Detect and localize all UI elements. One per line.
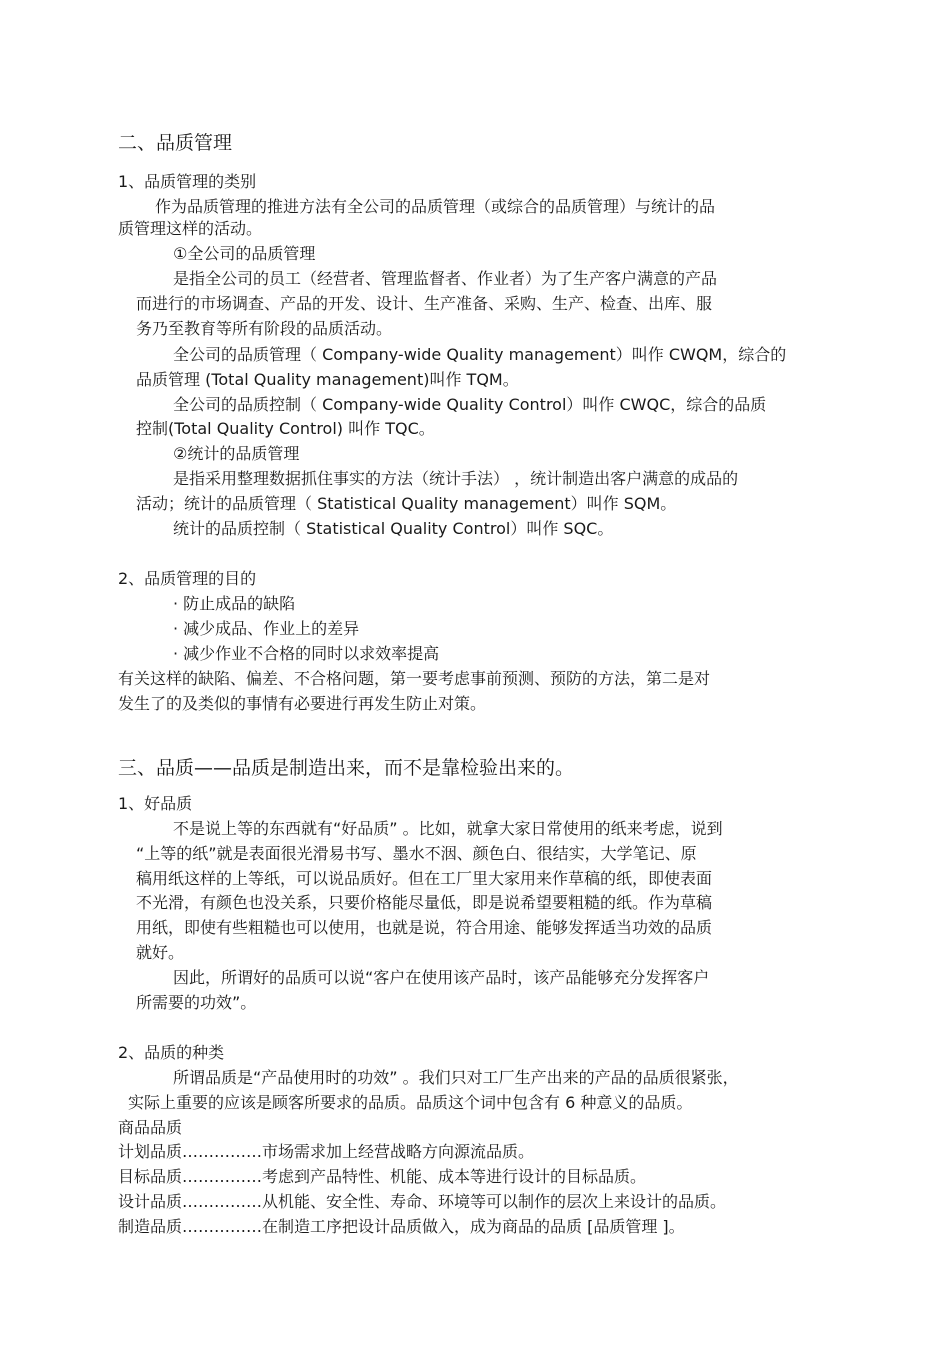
paragraph-line: 实际上重要的应该是顾客所要求的品质。品质这个词中包含有 6 种意义的品质。 <box>128 1093 693 1112</box>
paragraph-line: 就好。 <box>136 943 185 962</box>
paragraph-line: 统计的品质控制（ Statistical Quality Control）叫作 SQC。 <box>173 519 614 538</box>
quality-type-row: 制造品质……………在制造工序把设计品质做入，成为商品的品质 [品质管理 ]。 <box>118 1217 685 1236</box>
section-3-1-title: 1、好品质 <box>118 794 193 813</box>
paragraph-line: 活动；统计的品质管理（ Statistical Quality management）叫作 SQM。 <box>136 494 677 513</box>
section-3-title: 三、品质——品质是制造出来，而不是靠检验出来的。 <box>118 757 575 779</box>
section-2-1-title: 1、品质管理的类别 <box>118 172 257 191</box>
paragraph-line: 所需要的功效”。 <box>136 993 257 1012</box>
paragraph-line: 品质管理 (Total Quality management)叫作 TQM。 <box>136 370 519 389</box>
paragraph-line: 稿用纸这样的上等纸，可以说品质好。但在工厂里大家用来作草稿的纸，即使表面 <box>136 869 713 888</box>
paragraph-line: 务乃至教育等所有阶段的品质活动。 <box>136 319 393 338</box>
item-1-title: ①全公司的品质管理 <box>173 244 316 263</box>
paragraph-line: 因此，所谓好的品质可以说“客户在使用该产品时，该产品能够充分发挥客户 <box>173 968 710 987</box>
paragraph-line: 不是说上等的东西就有“好品质” 。比如，就拿大家日常使用的纸来考虑，说到 <box>173 819 723 838</box>
item-2-title: ②统计的品质管理 <box>173 444 300 463</box>
paragraph-line: 不光滑，有颜色也没关系，只要价格能尽量低，即是说希望要粗糙的纸。作为草稿 <box>136 893 713 912</box>
paragraph-line: 控制(Total Quality Control) 叫作 TQC。 <box>136 419 435 438</box>
paragraph-line: 作为品质管理的推进方法有全公司的品质管理（或综合的品质管理）与统计的品 <box>155 197 716 216</box>
paragraph-line: 有关这样的缺陷、偏差、不合格问题，第一要考虑事前预测、预防的方法，第二是对 <box>118 669 711 688</box>
paragraph-line: 全公司的品质控制（ Company-wide Quality Control）叫作 CWQC，综合的品质 <box>173 395 767 414</box>
paragraph-line: 质管理这样的活动。 <box>118 219 263 238</box>
paragraph-line: 用纸，即使有些粗糙也可以使用，也就是说，符合用途、能够发挥适当功效的品质 <box>136 918 713 937</box>
list-item: · 减少成品、作业上的差异 <box>173 619 360 638</box>
paragraph-line: 而进行的市场调查、产品的开发、设计、生产准备、采购、生产、检查、出库、服 <box>136 294 713 313</box>
list-item: · 减少作业不合格的同时以求效率提高 <box>173 644 440 663</box>
goods-quality-title: 商品品质 <box>118 1118 183 1137</box>
section-2-title: 二、品质管理 <box>118 132 233 154</box>
quality-type-row: 目标品质……………考虑到产品特性、机能、成本等进行设计的目标品质。 <box>118 1167 647 1186</box>
paragraph-line: 是指全公司的员工（经营者、管理监督者、作业者）为了生产客户满意的产品 <box>173 269 718 288</box>
quality-type-row: 计划品质……………市场需求加上经营战略方向源流品质。 <box>118 1142 535 1161</box>
section-3-2-title: 2、品质的种类 <box>118 1043 225 1062</box>
paragraph-line: “上等的纸”就是表面很光滑易书写、墨水不洇、颜色白、很结实，大学笔记、原 <box>136 844 697 863</box>
paragraph-line: 是指采用整理数据抓住事实的方法（统计手法） ，统计制造出客户满意的成品的 <box>173 469 739 488</box>
paragraph-line: 所谓品质是“产品使用时的功效” 。我们只对工厂生产出来的产品的品质很紧张， <box>173 1068 739 1087</box>
paragraph-line: 发生了的及类似的事情有必要进行再发生防止对策。 <box>118 694 487 713</box>
section-2-2-title: 2、品质管理的目的 <box>118 569 257 588</box>
paragraph-line: 全公司的品质管理（ Company-wide Quality management）叫作 CWQM，综合的 <box>173 345 787 364</box>
quality-type-row: 设计品质……………从机能、安全性、寿命、环境等可以制作的层次上来设计的品质。 <box>118 1192 727 1211</box>
list-item: · 防止成品的缺陷 <box>173 594 296 613</box>
